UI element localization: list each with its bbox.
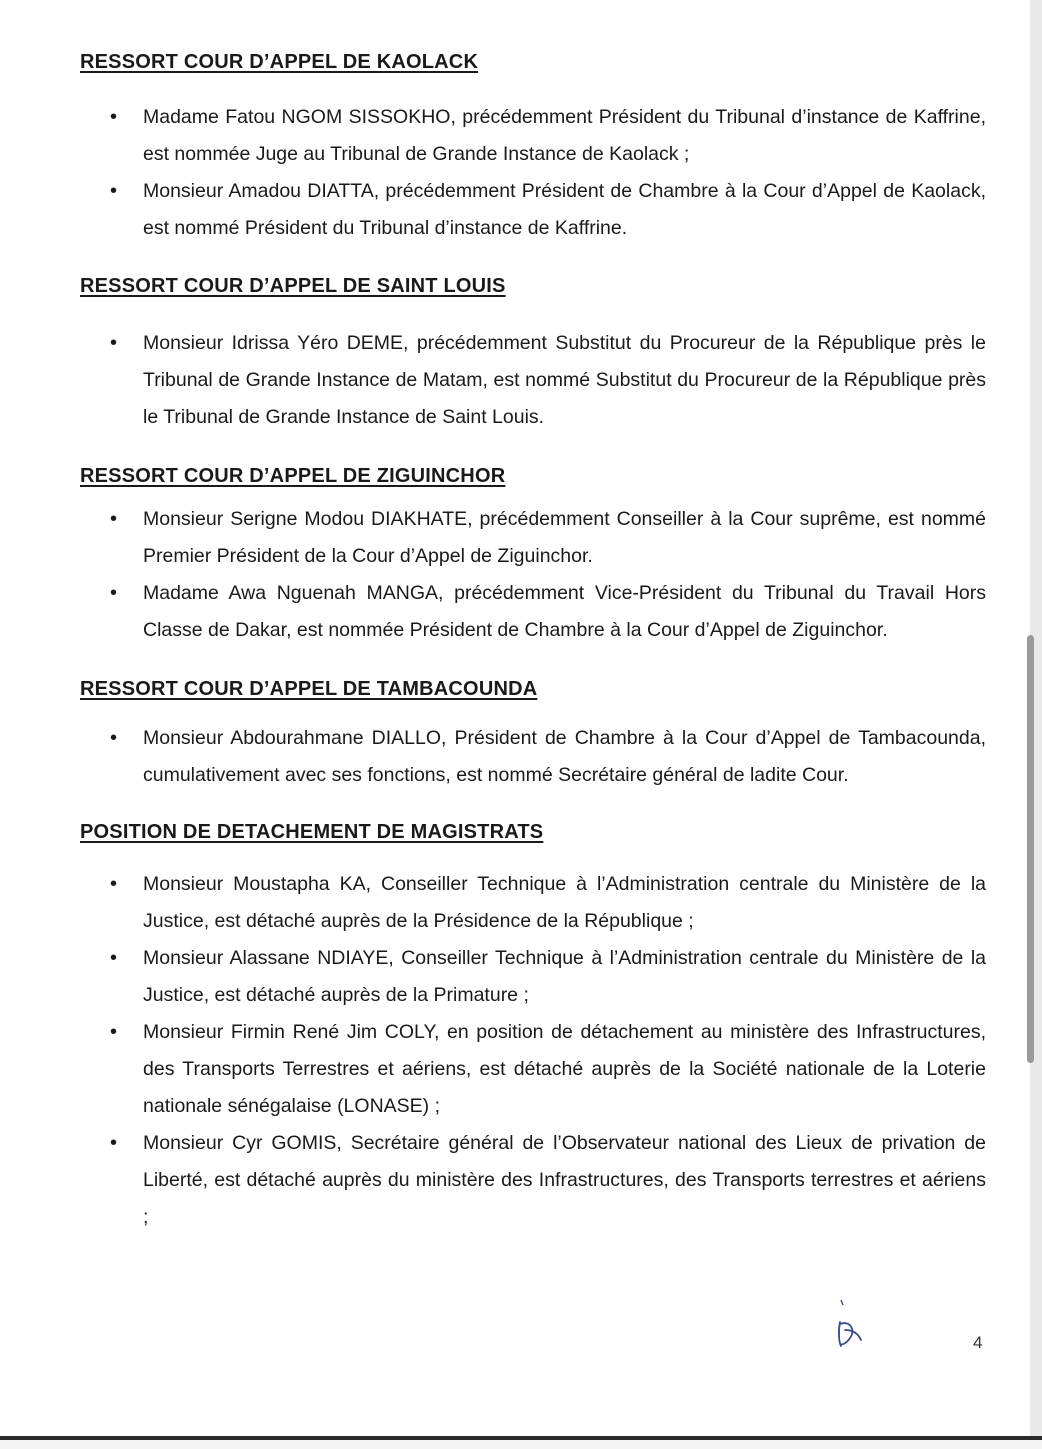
bullet-icon: • bbox=[110, 727, 118, 749]
list-item bbox=[80, 173, 986, 247]
section-heading: POSITION DE DETACHEMENT DE MAGISTRATS bbox=[80, 821, 544, 843]
list-item bbox=[80, 1014, 986, 1125]
handwritten-initials bbox=[828, 1296, 868, 1356]
list-item bbox=[80, 501, 986, 575]
bullet-icon: • bbox=[110, 508, 118, 530]
section-heading: RESSORT COUR D’APPEL DE KAOLACK bbox=[80, 51, 479, 73]
bullet-icon: • bbox=[110, 180, 118, 202]
item-list bbox=[80, 866, 986, 1236]
bullet-icon: • bbox=[110, 106, 118, 128]
section-kaolack bbox=[80, 48, 986, 247]
bullet-icon: • bbox=[110, 332, 118, 354]
section-heading: RESSORT COUR D’APPEL DE ZIGUINCHOR bbox=[80, 465, 506, 487]
item-text: Monsieur Alassane NDIAYE, Conseiller Technique à l’Administration centrale du Ministère de la Justice, est détaché auprès de la Primature ; bbox=[143, 947, 986, 1006]
list-item bbox=[80, 940, 986, 1014]
item-text: Madame Awa Nguenah MANGA, précédemment Vice-Président du Tribunal du Travail Hors Classe de Dakar, est nommée Président de Chambre à la Cour d’Appel de Ziguinchor. bbox=[143, 582, 986, 641]
section-heading: RESSORT COUR D’APPEL DE TAMBACOUNDA bbox=[80, 678, 538, 700]
item-list bbox=[80, 720, 986, 794]
bullet-icon: • bbox=[110, 1021, 118, 1043]
list-item bbox=[80, 1125, 986, 1236]
page-edge-bottom bbox=[0, 1436, 1042, 1440]
document-body bbox=[80, 48, 986, 1236]
item-text: Monsieur Serigne Modou DIAKHATE, précédemment Conseiller à la Cour suprême, est nommé Premier Président de la Cour d’Appel de Ziguinchor. bbox=[143, 508, 986, 567]
bullet-icon: • bbox=[110, 947, 118, 969]
list-item bbox=[80, 99, 986, 173]
item-text: Madame Fatou NGOM SISSOKHO, précédemment Président du Tribunal d’instance de Kaffrine, est nommée Juge au Tribunal de Grande Instance de Kaolack ; bbox=[143, 106, 986, 165]
item-text: Monsieur Firmin René Jim COLY, en position de détachement au ministère des Infrastructures, des Transports Terrestres et aériens, est détaché auprès de la Société nationale de la Loterie nationale sénégalaise (LONASE) ; bbox=[143, 1021, 986, 1117]
bullet-icon: • bbox=[110, 582, 118, 604]
vertical-scrollbar[interactable] bbox=[1027, 635, 1034, 1063]
section-detachement bbox=[80, 818, 986, 1236]
section-saint-louis bbox=[80, 272, 986, 436]
item-text: Monsieur Cyr GOMIS, Secrétaire général de l’Observateur national des Lieux de privation de Liberté, est détaché auprès du ministère des Infrastructures, des Transports terrestres et aériens ; bbox=[143, 1132, 986, 1228]
list-item bbox=[80, 720, 986, 794]
item-list bbox=[80, 501, 986, 649]
page-number: 4 bbox=[973, 1333, 983, 1352]
item-text: Monsieur Idrissa Yéro DEME, précédemment Substitut du Procureur de la République près le Tribunal de Grande Instance de Matam, est nommé Substitut du Procureur de la République près le Tribunal de Grande Instance de Saint Louis. bbox=[143, 332, 986, 428]
item-text: Monsieur Amadou DIATTA, précédemment Président de Chambre à la Cour d’Appel de Kaolack, est nommé Président du Tribunal d’instance de Kaffrine. bbox=[143, 180, 986, 239]
section-tambacounda bbox=[80, 675, 986, 794]
list-item bbox=[80, 866, 986, 940]
section-heading: RESSORT COUR D’APPEL DE SAINT LOUIS bbox=[80, 275, 506, 297]
bullet-icon: • bbox=[110, 1132, 118, 1154]
bullet-icon: • bbox=[110, 873, 118, 895]
list-item bbox=[80, 325, 986, 436]
section-ziguinchor bbox=[80, 462, 986, 649]
item-text: Monsieur Abdourahmane DIALLO, Président de Chambre à la Cour d’Appel de Tambacounda, cumulativement avec ses fonctions, est nommé Secrétaire général de ladite Cour. bbox=[143, 727, 986, 786]
item-list bbox=[80, 99, 986, 247]
item-list bbox=[80, 325, 986, 436]
item-text: Monsieur Moustapha KA, Conseiller Technique à l’Administration centrale du Ministère de la Justice, est détaché auprès de la Présidence de la République ; bbox=[143, 873, 986, 932]
list-item bbox=[80, 575, 986, 649]
